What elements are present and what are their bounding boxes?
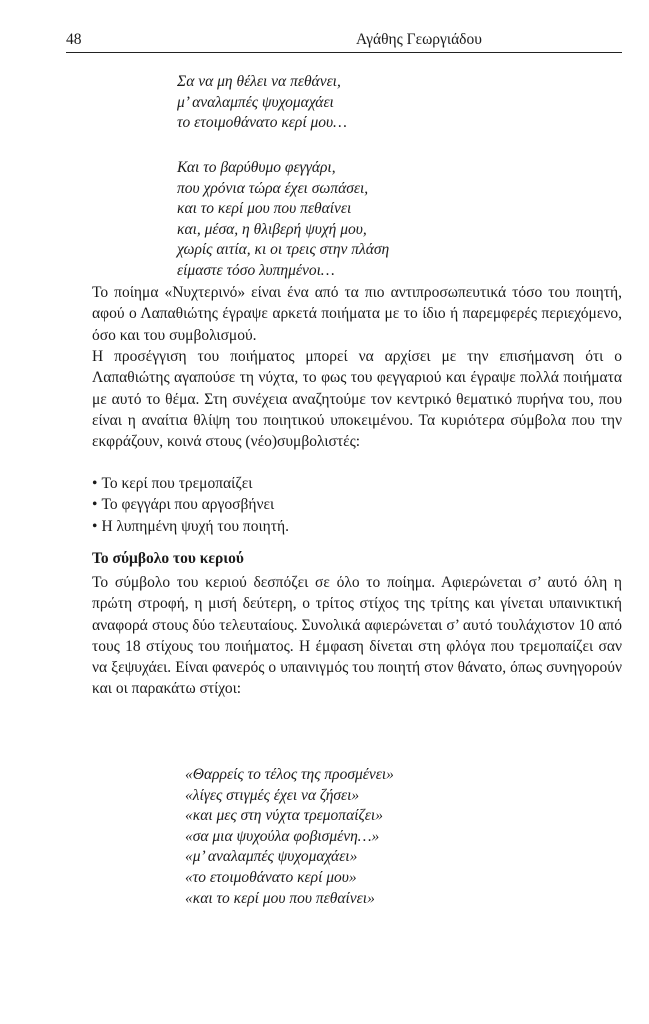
symbols-list [92,473,289,537]
list-item-text: Το κερί που τρεμοπαίζει [101,475,253,492]
section-heading: Το σύμβολο του κεριού [92,550,244,567]
verse-line: και, μέσα, η θλιβερή ψυχή μου, [177,220,367,238]
verse-line: Και το βαρύθυμο φεγγάρι, [177,159,336,176]
list-item-text: Το φεγγάρι που αργοσβήνει [101,496,275,514]
verse-block-2 [177,158,389,282]
paragraph-approach: Η προσέγγιση του ποιήματος μπορεί να αρχίσει με την επισήμανση ότι ο Λαπαθιώτης αγαπούσε τη νύχτα, το φως του φεγγαριού και έγραψε πολλά ποιήματα με αυτό το θέμα. Στη συνέχεια αναζητούμε τον κεντρικό θεματικό πυρήνα του, που είναι η αναίτια θλίψη του ποιητικού υποκειμένου. Τα κυριότερα σύμβολα που την εκφράζουν, κοινά στους (νέο)συμβολιστές: [92,348,622,451]
verse-block-1 [177,72,347,134]
verse-line: «Θαρρείς το τέλος της προσμένει» [185,766,394,783]
verse-line: είμαστε τόσο λυπημένοι… [177,261,335,279]
verse-line: «το ετοιμοθάνατο κερί μου» [185,868,357,886]
verse-line: «και μες στη νύχτα τρεμοπαίζει» [185,807,383,825]
verse-line: χωρίς αιτία, κι οι τρεις στην πλάση [177,241,390,259]
verse-line: «και το κερί μου που πεθαίνει» [185,889,375,907]
list-item [92,516,289,537]
list-item-text: Η λυπημένη ψυχή του ποιητή. [101,517,289,535]
running-head-author: Αγάθης Γεωργιάδου [356,31,482,48]
verse-block-3 [185,765,394,909]
verse-line: το ετοιμοθάνατο κερί μου… [177,114,347,132]
page-header [66,28,622,53]
bullet-icon: • [92,496,98,514]
paragraph-intro: Το ποίημα «Νυχτερινό» είναι ένα από τα πιο αντιπροσωπευτικά τόσο του ποιητή, αφού ο Λαπαθιώτης έγραψε αρκετά ποιήματα με το ίδιο ή παρεμφερές περιεχόμενο, όσο και του συμβολισμού. [92,284,622,344]
list-item [92,494,289,515]
list-item [92,473,289,494]
verse-line: μ’ αναλαμπές ψυχομαχάει [177,93,334,111]
verse-line: που χρόνια τώρα έχει σωπάσει, [177,179,369,197]
bullet-icon: • [92,517,98,535]
bullet-icon: • [92,475,98,492]
verse-line: «λίγες στιγμές έχει να ζήσει» [185,786,360,804]
page-number: 48 [66,31,82,48]
verse-line: «μ’ αναλαμπές ψυχομαχάει» [185,848,358,866]
verse-line: «σα μια ψυχούλα φοβισμένη…» [185,827,380,845]
paragraph-candle-symbol: Το σύμβολο του κεριού δεσπόζει σε όλο το ποίημα. Αφιερώνεται σ’ αυτό όλη η πρώτη στροφή, η μισή δεύτερη, ο τρίτος στίχος της τρίτης και γίνεται υπαινικτική αναφορά στους δύο τελευταίους. Συνολικά αφιερώνεται σ’ αυτό τουλάχιστον 10 από τους 18 στίχους του ποιήματος. Η έμφαση δίνεται στη φλόγα που τρεμοπαίζει σαν να ξεψυχάει. Είναι φανερός ο υπαινιγμός του ποιητή στον θάνατο, όπως συνηγορούν και οι παρακάτω στίχοι: [92,574,622,698]
verse-line: και το κερί μου που πεθαίνει [177,200,352,218]
verse-line: Σα να μη θέλει να πεθάνει, [177,73,341,90]
